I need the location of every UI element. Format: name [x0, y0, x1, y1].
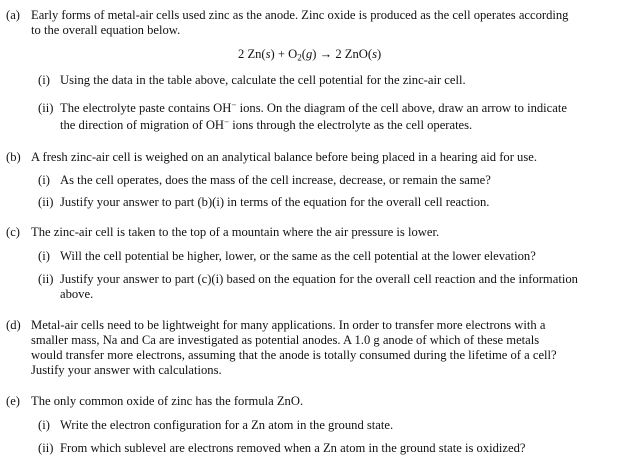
part-e-line1: The only common oxide of zinc has the formula ZnO. — [31, 394, 304, 408]
part-b-ii-label: (ii) — [38, 195, 54, 209]
part-c-ii-line1: Justify your answer to part (c)(i) based on the equation for the overall cell reaction and the information — [60, 272, 578, 286]
part-b-i-text: As the cell operates, does the mass of the cell increase, decrease, or remain the same? — [60, 173, 491, 187]
part-e-ii-label: (ii) — [38, 441, 54, 455]
part-e-i-text: Write the electron configuration for a Zn atom in the ground state. — [60, 418, 394, 432]
part-a-i-text: Using the data in the table above, calculate the cell potential for the zinc-air cell. — [60, 73, 466, 87]
part-e-label: (e) — [6, 394, 20, 408]
part-c-line1: The zinc-air cell is taken to the top of a mountain where the air pressure is lower. — [31, 225, 440, 239]
part-d-line3: would transfer more electrons, assuming that the anode is totally consumed during the lifetime of a cell? — [31, 348, 557, 362]
part-a-ii-line2: the direction of migration of OH− ions through the electrolyte as the cell operates. — [60, 116, 473, 132]
part-b-ii-text: Justify your answer to part (b)(i) in terms of the equation for the overall cell reaction. — [60, 195, 490, 209]
part-a-i-label: (i) — [38, 73, 50, 87]
part-d-label: (d) — [6, 318, 21, 332]
part-c-ii-line2: above. — [60, 287, 94, 301]
overall-cell-equation: 2 $Zn(s) + O_2(g) \to 2$ ZnO(s) — [238, 47, 382, 63]
part-d-line4: Justify your answer with calculations. — [31, 363, 222, 377]
part-a-ii-line1: The electrolyte paste contains OH− ions. On the diagram of the cell above, draw an arrow to indicate — [60, 99, 567, 115]
part-d-line2: smaller mass, Na and Ca are investigated as potential anodes. A 1.0 g anode of which of these metals — [31, 333, 540, 347]
part-a-line2: to the overall equation below. — [31, 23, 181, 37]
part-b-i-label: (i) — [38, 173, 50, 187]
part-d-line1: Metal-air cells need to be lightweight for many applications. In order to transfer more electrons with a — [31, 318, 546, 332]
part-b-line1: A fresh zinc-air cell is weighed on an analytical balance before being placed in a hearing aid for use. — [31, 150, 537, 164]
part-a-label: (a) — [6, 8, 20, 22]
part-e-i-label: (i) — [38, 418, 50, 432]
part-a-ii-label: (ii) — [38, 101, 54, 115]
part-c-i-text: Will the cell potential be higher, lower, or the same as the cell potential at the lower elevation? — [60, 249, 536, 263]
part-a-line1: Early forms of metal-air cells used zinc as the anode. Zinc oxide is produced as the cell operates according — [31, 8, 569, 22]
part-c-ii-label: (ii) — [38, 272, 54, 286]
part-c-i-label: (i) — [38, 249, 50, 263]
part-b-label: (b) — [6, 150, 21, 164]
part-e-ii-text: From which sublevel are electrons removed when a Zn atom in the ground state is oxidized? — [60, 441, 526, 455]
part-c-label: (c) — [6, 225, 20, 239]
